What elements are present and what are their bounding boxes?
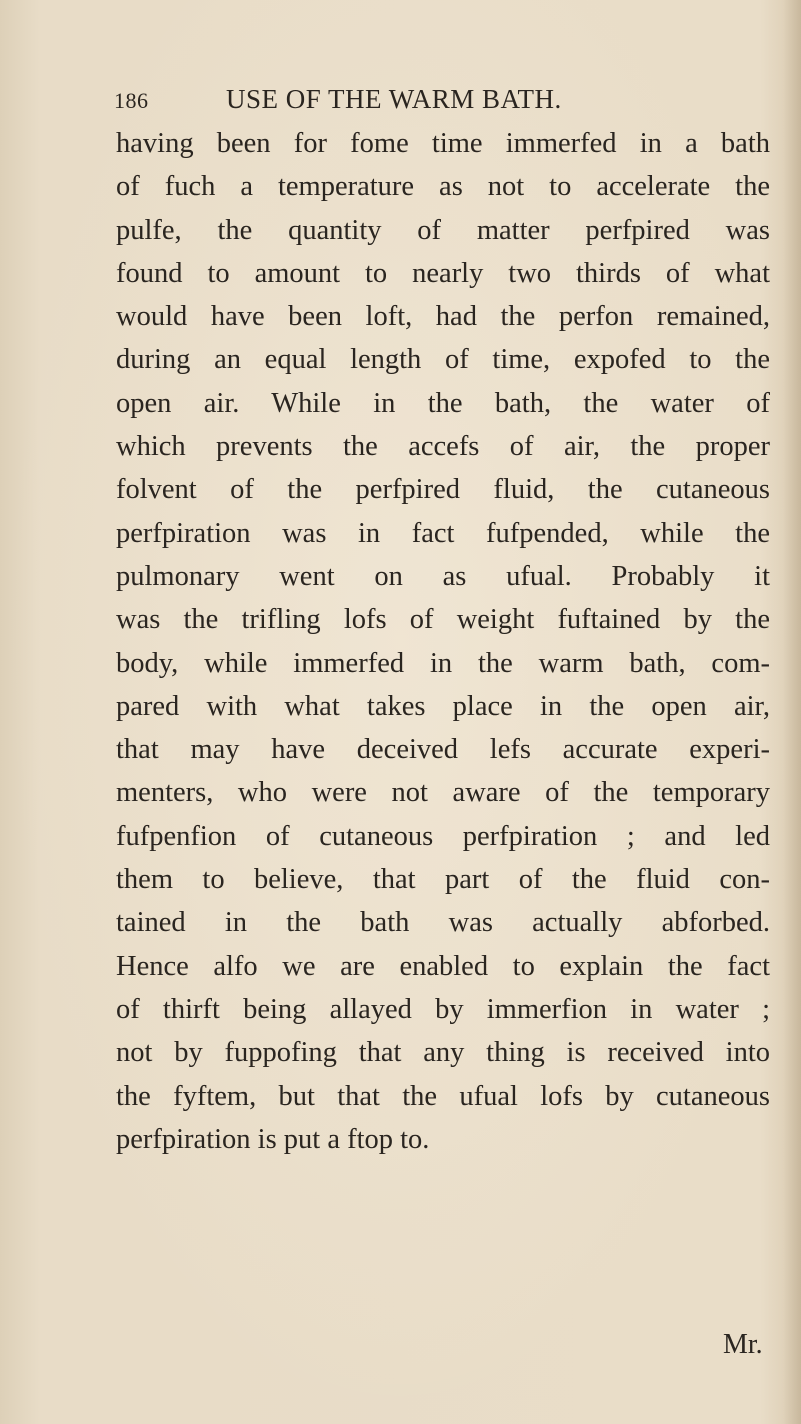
text-line: of fuch a temperature as not to accelerate the	[116, 171, 770, 203]
text-line: folvent of the perfpired fluid, the cutaneous	[116, 474, 770, 506]
text-line: not by fuppofing that any thing is received into	[116, 1037, 770, 1069]
text-line: perfpiration is put a ftop to.	[116, 1123, 430, 1155]
page-edge-shadow	[783, 0, 801, 1424]
text-line: open air. While in the bath, the water of	[116, 387, 770, 419]
text-line: the fyftem, but that the ufual lofs by cutaneous	[116, 1080, 770, 1112]
catchword: Mr.	[723, 1329, 763, 1360]
text-line: Hence alfo we are enabled to explain the fact	[116, 950, 770, 982]
text-line: menters, who were not aware of the temporary	[116, 777, 770, 809]
text-line: during an equal length of time, expofed to the	[116, 344, 770, 376]
text-line: that may have deceived lefs accurate experi-	[116, 734, 770, 766]
text-line: found to amount to nearly two thirds of what	[116, 257, 770, 289]
text-line: tained in the bath was actually abforbed.	[116, 907, 770, 939]
text-line: was the trifling lofs of weight fuftained by the	[116, 604, 770, 636]
text-line: fufpenfion of cutaneous perfpiration ; and led	[116, 820, 770, 852]
running-title: USE OF THE WARM BATH.	[226, 84, 562, 114]
text-line: pared with what takes place in the open air,	[116, 690, 770, 722]
text-line: which prevents the accefs of air, the proper	[116, 431, 770, 463]
text-line: would have been loft, had the perfon remained,	[116, 301, 770, 333]
text-line: pulmonary went on as ufual. Probably it	[116, 560, 770, 592]
text-line: body, while immerfed in the warm bath, com-	[116, 647, 770, 679]
text-line: perfpiration was in fact fufpended, while the	[116, 517, 770, 549]
text-line: of thirft being allayed by immerfion in water ;	[116, 993, 770, 1025]
page-number: 186	[114, 88, 149, 113]
text-line: having been for fome time immerfed in a bath	[116, 128, 770, 159]
body-text	[116, 122, 770, 1161]
text-line: them to believe, that part of the fluid con-	[116, 864, 770, 896]
page-header	[114, 84, 694, 124]
text-line: pulfe, the quantity of matter perfpired was	[116, 214, 770, 246]
